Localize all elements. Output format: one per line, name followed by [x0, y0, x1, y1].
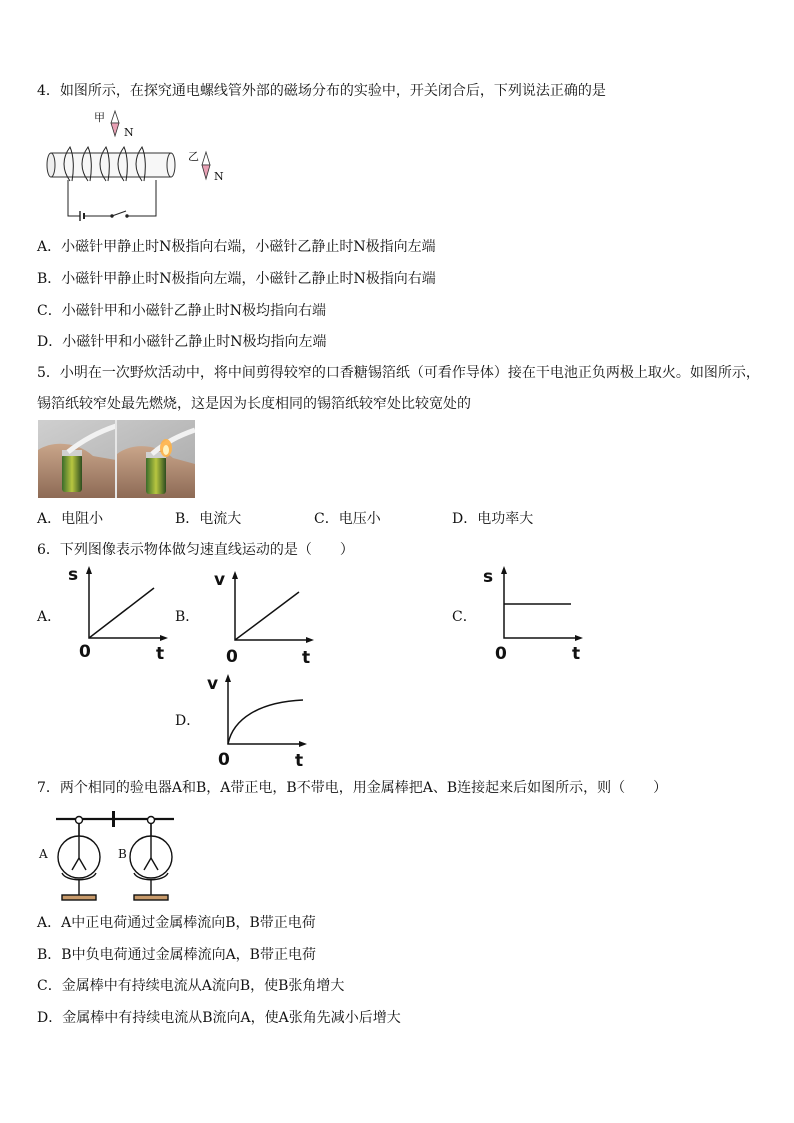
q4-option-a: A．小磁针甲静止时N极指向右端，小磁针乙静止时N极指向左端 — [37, 239, 436, 255]
q4-option-d: D．小磁针甲和小磁针乙静止时N极均指向左端 — [37, 334, 327, 350]
q4-stem: 4．如图所示，在探究通电螺线管外部的磁场分布的实验中，开关闭合后，下列说法正确的是 — [37, 83, 606, 99]
q7-stem: 7．两个相同的验电器A和B，A带正电，B不带电，用金属棒把A、B连接起来后如图所示，则（ ） — [37, 780, 668, 796]
graph-a-x-label: t — [156, 644, 165, 664]
q5-option-a: A．电阻小 — [37, 511, 104, 527]
electroscope-b-label: B — [118, 847, 127, 861]
graph-c-y-label: s — [483, 567, 494, 587]
needle-yi-n-label: N — [214, 170, 224, 183]
q6-option-a-label: A． — [37, 609, 62, 625]
graph-a-y-label: s — [68, 565, 79, 585]
q5-option-b: B．电流大 — [175, 511, 242, 527]
graph-b-x-label: t — [302, 648, 311, 668]
graph-d-origin: 0 — [218, 750, 230, 770]
q6-option-b-label: B． — [175, 609, 200, 625]
q5-stem-line1: 5．小明在一次野炊活动中，将中间剪得较窄的口香糖锡箔纸（可看作导体）接在干电池正负两极上取火。如图所示， — [37, 365, 760, 381]
metal-rod — [56, 811, 174, 827]
q5-option-d: D．电功率大 — [452, 511, 534, 527]
needle-jia-n-label: N — [124, 126, 134, 139]
q6-stem: 6．下列图像表示物体做匀速直线运动的是（ ） — [37, 542, 354, 558]
q6-option-c-label: C． — [452, 609, 477, 625]
needle-jia-label: 甲 — [94, 111, 105, 124]
electroscope-b — [130, 817, 172, 901]
electroscope-a — [58, 817, 100, 901]
graph-b-y-label: v — [214, 570, 226, 590]
graph-c-x-label: t — [572, 644, 581, 664]
q4-option-b: B．小磁针甲静止时N极指向左端，小磁针乙静止时N极指向右端 — [37, 271, 436, 287]
q5-option-c: C．电压小 — [314, 511, 381, 527]
q6-option-d-label: D． — [175, 713, 201, 729]
graph-d-x-label: t — [295, 751, 304, 771]
q7-option-b: B．B中负电荷通过金属棒流向A，B带正电荷 — [37, 947, 316, 963]
graph-d-y-label: v — [207, 674, 219, 694]
graph-b-origin: 0 — [226, 647, 238, 667]
q7-option-d: D．金属棒中有持续电流从B流向A，使A张角先减小后增大 — [37, 1010, 401, 1026]
electroscope-a-label: A — [39, 847, 48, 861]
q7-option-c: C．金属棒中有持续电流从A流向B，使B张角增大 — [37, 978, 345, 994]
needle-yi-label: 乙 — [188, 150, 199, 163]
q7-option-a: A．A中正电荷通过金属棒流向B，B带正电荷 — [37, 915, 316, 931]
graph-a-origin: 0 — [79, 642, 91, 662]
q4-option-c: C．小磁针甲和小磁针乙静止时N极均指向右端 — [37, 303, 326, 319]
q5-stem-line2: 锡箔纸较窄处最先燃烧，这是因为长度相同的锡箔纸较窄处比较宽处的 — [37, 396, 471, 412]
graph-c-origin: 0 — [495, 644, 507, 664]
